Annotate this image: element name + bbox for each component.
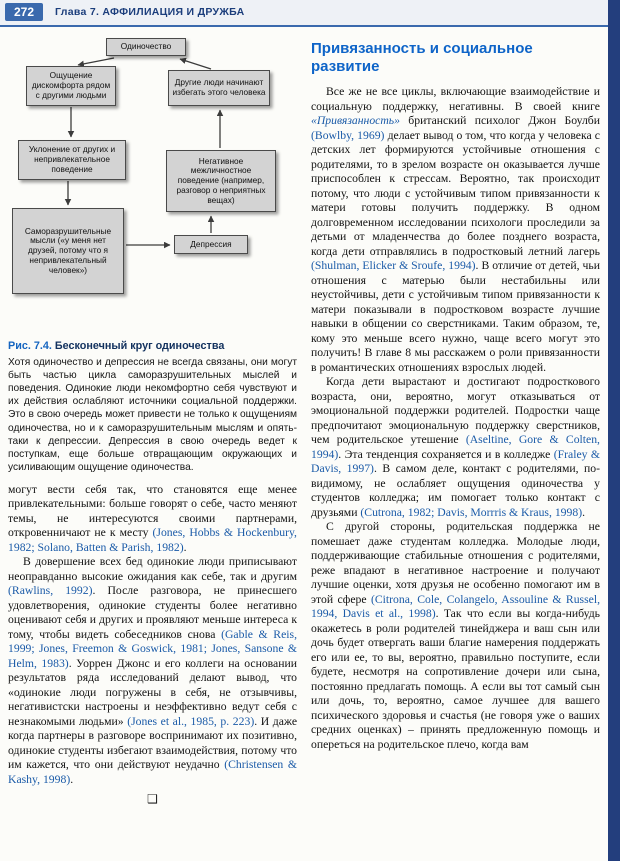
flow-node-self-destructive-thoughts: Саморазрушительные мысли («у меня нет друзей, потому что я непривлекательный человек») — [12, 208, 124, 294]
body-paragraph: могут вести себя так, что становятся еще менее привлекательными: больше говорят о себе, часто меняют темы, не интересуются своими партнерами, откровенничают не к месту (Jones, Hobbs & Hockenbury, 1982; Solano, Batten & Parish, 1982). — [8, 482, 297, 554]
flow-node-negative-behavior: Негативное межличностное поведение (например, разговор о неприятных вещах) — [166, 150, 276, 212]
page-header — [0, 0, 620, 27]
figure-title: Бесконечный круг одиночества — [54, 340, 225, 352]
right-column-text — [311, 85, 600, 752]
right-column — [311, 35, 600, 806]
flow-node-withdrawal: Уклонение от других и непривлекательное поведение — [18, 140, 126, 180]
body-paragraph: Когда дети вырастают и достигают подросткового возраста, они, вероятно, могут отказываться от эмоциональной поддержки родителей. Подростки чаще предпочитают эмоциональную поддержку сверстников, чем родительское утешение (Aseltine, Gore & Colten, 1994). Эта тенденция сохраняется и в колледже (Fraley & Davis, 1997). В самом деле, контакт с родителями, по-видимому, не ослабляет ощущения одиночества у студентов колледжа; им помогает только контакт с друзьями (Cutrona, 1982; Davis, Morrris & Kraus, 1998). — [311, 375, 601, 519]
left-column — [8, 35, 297, 806]
section-heading: Привязанность и социальное развитие — [311, 40, 533, 75]
flow-node-loneliness: Одиночество — [106, 38, 186, 56]
chapter-title: Глава 7. АФФИЛИАЦИЯ И ДРУЖБА — [55, 6, 245, 18]
flow-node-discomfort: Ощущение дискомфорта рядом с другими людьми — [26, 66, 116, 106]
flow-node-others-avoid: Другие люди начинают избегать этого человека — [168, 70, 270, 106]
body-paragraph: В довершение всех бед одинокие люди приписывают неоправданно высокие ожидания как себе, так и другим (Rawlins, 1992). После разговора, не принесшего удовлетворения, одинокие студенты более негативно оценивают себя и других и проявляют меньше интереса к тому, чтобы видеть собеседников снова (Gable & Reis, 1999; Jones, Freemon & Goswick, 1981; Jones, Sansone & Helm, 1983). Уоррен Джонс и его коллеги на основании результатов ряда исследований делают вывод, что «одинокие люди погружены в себя, не отзывчивы, негативистски настроены и неэффективно ведут себя с незнакомыми людьми» (Jones et al., 1985, p. 223). И даже когда партнеры в разговоре воспринимают их позитивно, одинокие студенты избегают взаимодействия, потому что им кажется, что они действуют неудачно (Christensen & Kashy, 1998). — [8, 555, 298, 786]
section-end-mark: ❑ — [147, 792, 158, 807]
figure-number: Рис. 7.4. — [8, 340, 52, 352]
figure-caption — [8, 340, 297, 474]
figure-caption-title — [8, 340, 297, 353]
figure-caption-text: Хотя одиночество и депрессия не всегда связаны, они могут быть частью цикла саморазрушительных мыслей и поведения. Одинокие люди некомфортно себя чувствуют и их действия ослабляют источники социальной поддержки. Это в свою очередь может привести не только к ощущениям одиночества, но и к саморазрушительным мыслям и опять-таки к депрессии. Депрессия в свою очередь ведет к поступкам, еще больше отвращающим окружающих и усиливающим ощущение одиночества. — [8, 357, 297, 473]
page-number: 272 — [5, 3, 43, 21]
body-paragraph: Все же не все циклы, включающие взаимодействие и социальную поддержку, негативны. В своей книге «Привязанность» британский психолог Джон Боулби (Bowlby, 1969) делает вывод о том, что когда у человека с детских лет формируются устойчивые отношения с родителями, то в зрелом возрасте он оказывается лучше приспособлен к стрессам. Вероятно, так происходит потому, что люди с устойчивым типом привязанности к матери готовы получить поддержку. В одном долговременном исследовании психологи проследили за детьми от младенчества до более позднего возраста, когда дети отправлялись в подростковый летний лагерь (Shulman, Elicker & Sroufe, 1994). В отличие от детей, чьи отношения с матерью были нестабильны или неустойчивы, дети с устойчивым типом привязанности к матери показывали в подростковом возрасте лучшие навыки в общении со сверстниками. Таким образом, те, кому это меньше всего нужно, чаще всего могут это получить! В главе 8 мы расскажем о роли привязанности в романтических отношениях взрослых людей. — [311, 85, 600, 374]
page-edge-bar — [608, 0, 620, 861]
flow-node-depression: Депрессия — [174, 235, 248, 254]
page-content — [0, 27, 620, 810]
left-column-text — [8, 483, 297, 788]
body-paragraph: С другой стороны, родительская поддержка не помешает даже студентам колледжа. Молодые люди, поддерживающие стабильные отношения с родителями, реже впадают в негативное настроение и получают лучшие оценки, хотя друзья не особенно помогают им в этой сфере (Citrona, Cole, Colangelo, Assouline & Russel, 1994, Davis et al., 1998). Так что если вы когда-нибудь окажетесь в роли родителей тинейджера и ваш сын или дочь будет отвергать ваши благие намерения поддержать его или ее, то вы, вероятно, правильно поступите, если будете, несмотря на сопротивление дочери или сына, постоянно предлагать помощь. А если вы тот самый сын или дочь, то, вероятно, самое лучшее для вашего психического здоровья и счастья (не говоря уже о ваших средних оценках) – принять предложенную помощь и опереться на родительское плечо, когда вам — [311, 520, 600, 751]
figure-loneliness-cycle — [8, 35, 297, 333]
